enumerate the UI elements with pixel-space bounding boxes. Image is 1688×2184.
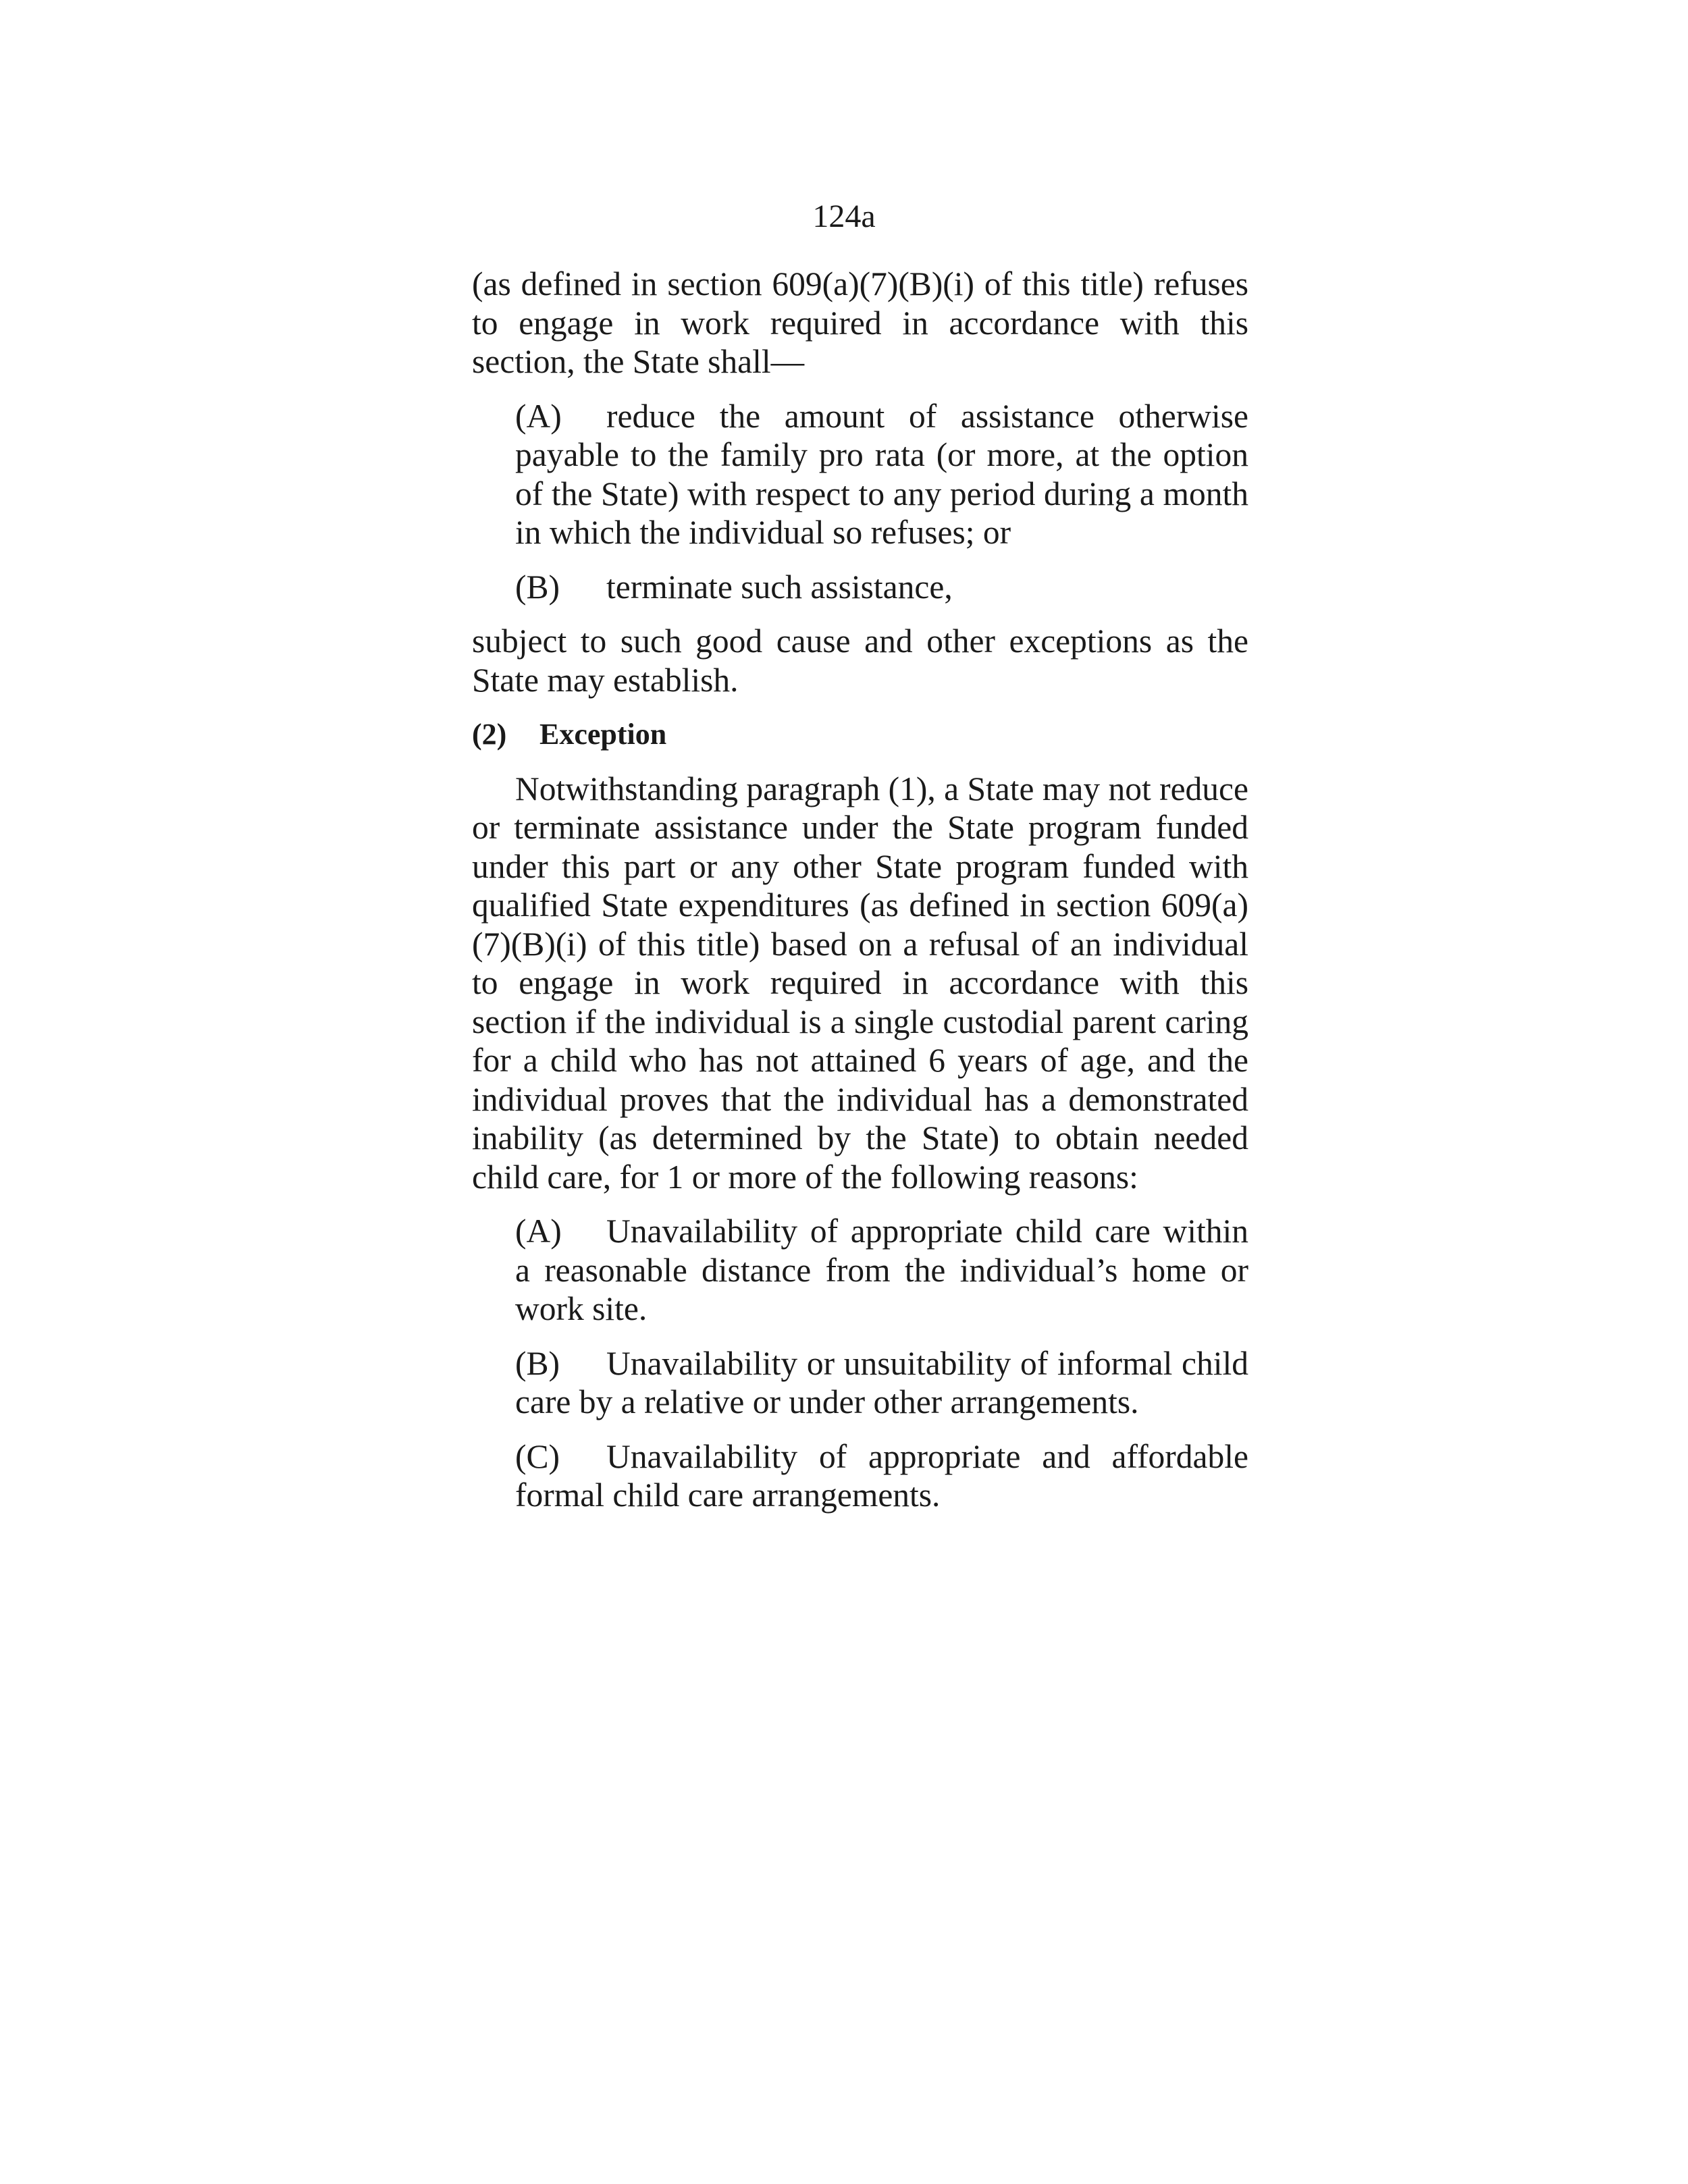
section-number: (2) <box>472 718 507 751</box>
item-text: terminate such assistance, <box>606 568 953 606</box>
section-title: Exception <box>539 718 667 751</box>
intro-paragraph: (as defined in section 609(a)(7)(B)(i) of this title) refuses to engage in work required in accordance with this section, the State shall— <box>472 265 1248 380</box>
closing-paragraph: subject to such good cause and other exceptions as the State may establish. <box>472 622 1248 699</box>
item-text: reduce the amount of assistance otherwise payable to the family pro rata (or more, at the option of the State) with respect to any period during a month in which the individual so refuses; or <box>515 397 1248 551</box>
list-item <box>515 1212 1248 1329</box>
list-item <box>515 397 1248 552</box>
list-item <box>515 568 1248 607</box>
item-label: (A) <box>515 1213 562 1250</box>
item-label: (C) <box>515 1437 560 1475</box>
item-label: (B) <box>515 568 560 606</box>
item-text: Unavailability or unsuitability of informal child care by a relative or under other arrangements. <box>515 1344 1248 1420</box>
item-label: (B) <box>515 1344 560 1382</box>
body-paragraph: Notwithstanding paragraph (1), a State may not reduce or terminate assistance under the State program funded under this part or any other State program funded with qualified State expenditures (as defined in section 609(a)(7)(B)(i) of this title) based on a refusal of an individual to engage in work required in accordance with this section if the individual is a single custodial parent caring for a child who has not attained 6 years of age, and the individual proves that the individual has a demonstrated inability (as determined by the State) to obtain needed child care, for 1 or more of the following reasons: <box>472 770 1248 1196</box>
page-number: 124a <box>812 198 876 234</box>
list-item <box>515 1344 1248 1422</box>
list-item <box>515 1437 1248 1515</box>
section-heading <box>472 715 1248 754</box>
item-text: Unavailability of appropriate and affordable formal child care arrangements. <box>515 1437 1248 1514</box>
text-column <box>472 265 1248 1530</box>
item-label: (A) <box>515 397 562 435</box>
item-text: Unavailability of appropriate child care within a reasonable distance from the individual’s home or work site. <box>515 1213 1248 1327</box>
